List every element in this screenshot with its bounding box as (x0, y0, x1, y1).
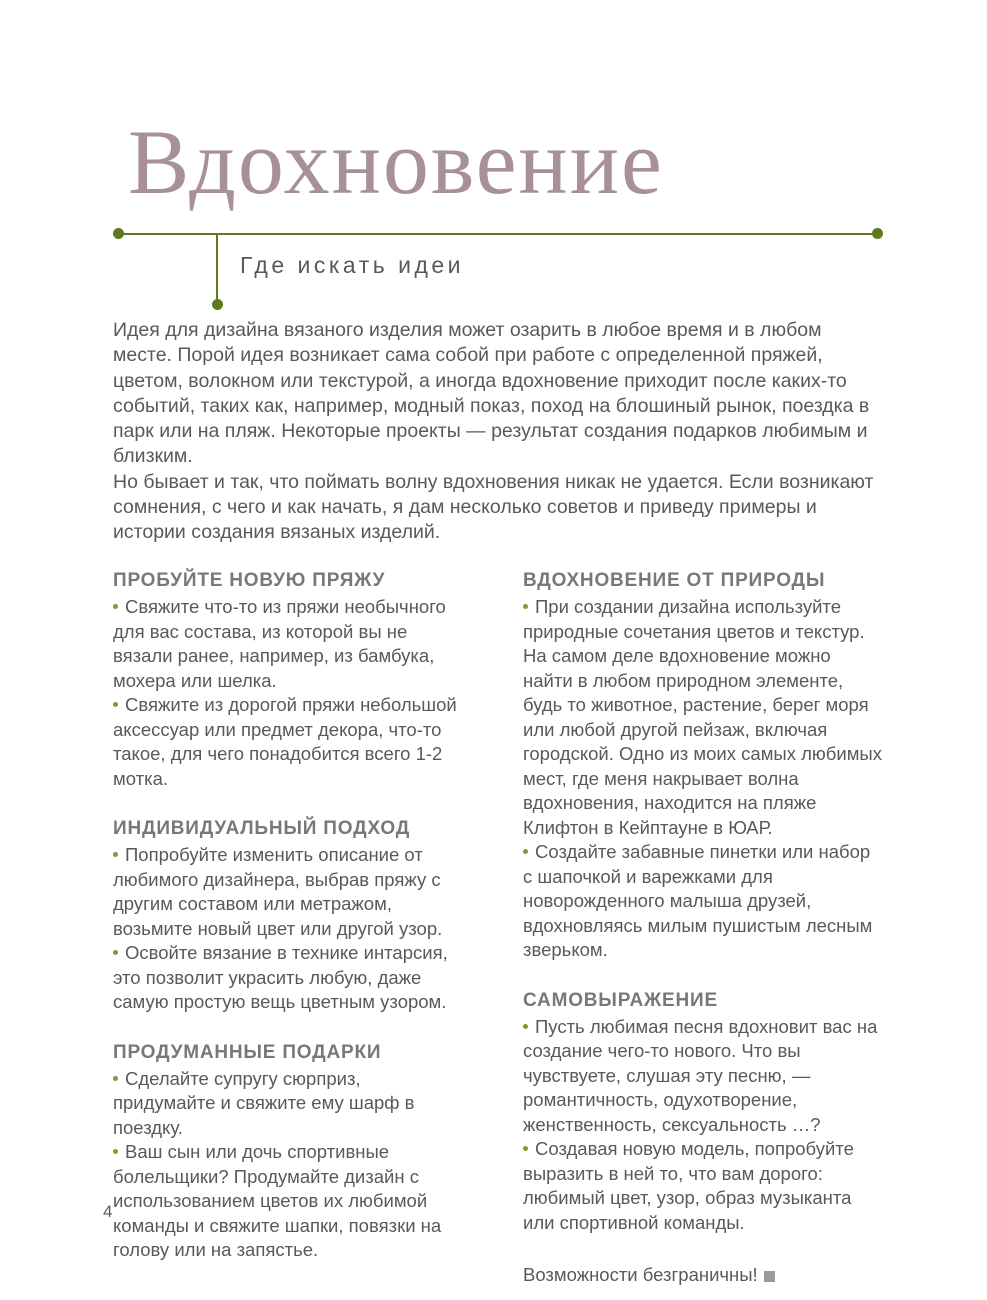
closing-line (523, 1263, 883, 1288)
vertical-rule (216, 234, 218, 302)
bullet-dot-icon (523, 1024, 528, 1029)
bullet-dot-icon (113, 1149, 118, 1154)
horizontal-rule (118, 233, 878, 235)
bullet-text: Свяжите из дорогой пряжи небольшой аксессуар или предмет декора, что-то такое, для чего понадобится всего 1-2 мотка. (113, 694, 457, 789)
rule-dot-bottom-icon (212, 299, 223, 310)
bullet-text: Ваш сын или дочь спортивные болельщики? Продумайте дизайн с использованием цветов их любимой команды и свяжите шапки, повязки на голову или на запястье. (113, 1141, 442, 1260)
bullet-text: Сделайте супругу сюрприз, придумайте и свяжите ему шарф в поездку. (113, 1067, 415, 1138)
section-try-new-yarn (113, 570, 467, 791)
bullet-item (113, 1067, 467, 1141)
section-heading: ПРОДУМАННЫЕ ПОДАРКИ (113, 1041, 382, 1063)
bullet-dot-icon (523, 849, 528, 854)
section-inspiration-from-nature (523, 570, 883, 963)
bullet-text: Создавая новую модель, попробуйте выразить в ней то, что вам дорого: любимый цвет, узор, образ музыканта или спортивной команды. (523, 1138, 854, 1233)
bullet-text: При создании дизайна используйте природные сочетания цветов и текстур. На самом деле вдохновение можно найти в любом природном элементе, будь то животное, растение, берег моря или любой другой пейзаж, включая городской. Одно из моих самых любимых мест, где меня накрывает волна вдохновения, находится на пляже Клифтон в Кейптауне в ЮАР. (523, 596, 882, 838)
chapter-title: Вдохновение (128, 111, 664, 213)
section-individual-approach (113, 818, 467, 1015)
bullet-text: Попробуйте изменить описание от любимого дизайнера, выбрав пряжу с другим составом или метражом, возьмите новый цвет или другой узор. (113, 844, 443, 939)
bullet-item (523, 1137, 883, 1235)
bullet-text: Создайте забавные пинетки или набор с шапочкой и варежками для новорожденного малыша друзей, вдохновляясь милым пушистым лесным зверьком. (523, 841, 873, 960)
page-number: 4 (103, 1202, 113, 1221)
section-thoughtful-gifts (113, 1042, 467, 1263)
rule-dot-right-icon (872, 228, 883, 239)
bullet-dot-icon (113, 852, 118, 857)
section-heading: ВДОХНОВЕНИЕ ОТ ПРИРОДЫ (523, 570, 826, 591)
bullet-item (113, 941, 467, 1015)
bullet-text: Пусть любимая песня вдохновит вас на создание чего-то нового. Что вы чувствуете, слушая эту песню, — романтичность, одухотворение, женственность, сексуальность …? (523, 1015, 878, 1135)
section-heading: САМОВЫРАЖЕНИЕ (523, 989, 718, 1011)
bullet-text: Освойте вязание в технике интарсия, это позволит украсить любую, даже самую простую вещь цветным узором. (113, 942, 448, 1012)
left-column (113, 570, 467, 1290)
section-heading: ИНДИВИДУАЛЬНЫЙ ПОДХОД (113, 818, 411, 839)
bullet-item (113, 693, 467, 791)
bullet-item (113, 843, 467, 941)
bullet-item (113, 1140, 467, 1263)
section-heading: ПРОБУЙТЕ НОВУЮ ПРЯЖУ (113, 570, 386, 591)
tips-columns (113, 570, 883, 1290)
closing-text: Возможности безграничны! (523, 1264, 758, 1285)
bullet-item (523, 595, 883, 840)
bullet-dot-icon (113, 702, 118, 707)
right-column (523, 570, 883, 1290)
intro-paragraph-2: Но бывает и так, что поймать волну вдохновения никак не удается. Если возникают сомнения, с чего и как начать, я дам несколько советов и приведу примеры и истории создания вязаных изделий. (113, 470, 874, 544)
bullet-dot-icon (113, 1076, 118, 1081)
bullet-dot-icon (113, 950, 118, 955)
bullet-item (523, 1015, 883, 1138)
bullet-item (523, 840, 883, 963)
bullet-dot-icon (113, 604, 118, 609)
end-mark-square-icon (764, 1271, 775, 1282)
intro-text (113, 318, 885, 546)
intro-paragraph-1: Идея для дизайна вязаного изделия может озарить в любое время и в любом месте. Порой идея возникает сама собой при работе с определенной пряжей, цветом, волокном или текстурой, а иногда вдохновение приходит после каких-то событий, таких как, например, модный показ, поход на блошиный рынок, поездка в парк или на пляж. Некоторые проекты — результат создания подарков любимым и близким. (113, 319, 870, 468)
bullet-dot-icon (523, 604, 528, 609)
chapter-subtitle: Где искать идеи (240, 252, 465, 278)
bullet-text: Свяжите что-то из пряжи необычного для вас состава, из которой вы не вязали ранее, например, из бамбука, мохера или шелка. (113, 596, 446, 691)
section-self-expression (523, 990, 883, 1236)
rule-dot-left-icon (113, 228, 124, 239)
bullet-item (113, 595, 467, 693)
bullet-dot-icon (523, 1146, 528, 1151)
